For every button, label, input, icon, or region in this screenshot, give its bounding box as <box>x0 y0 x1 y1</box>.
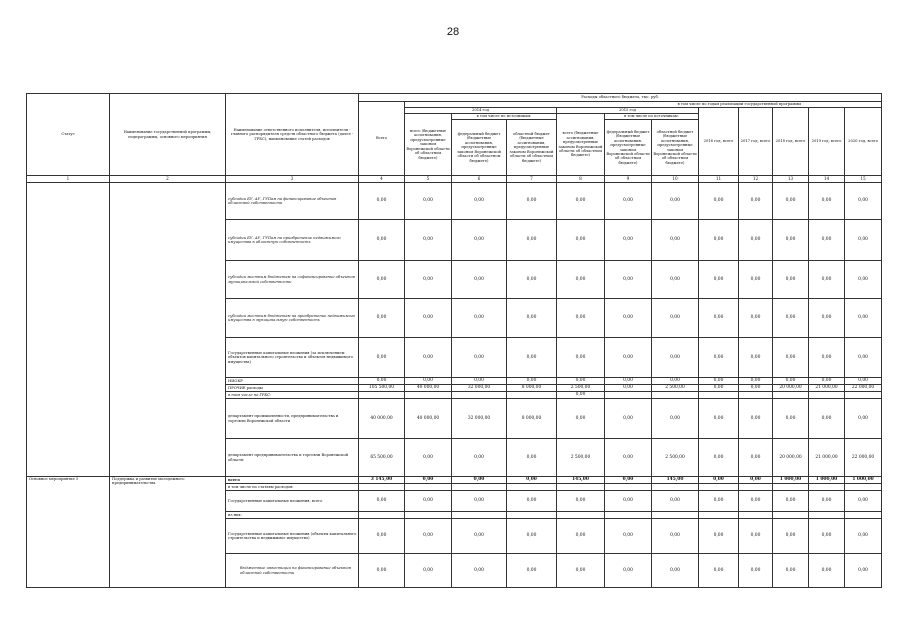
row-value <box>557 484 605 491</box>
row-value: 0,00 <box>359 299 405 338</box>
row-value: 0,00 <box>557 392 605 399</box>
row-label: из них: <box>226 512 359 519</box>
header-2015-total: всего (бюджетные ассигнования, предусмотренные законом Воронежской области об областном бюджете) <box>557 114 605 176</box>
row-value: 0,00 <box>773 261 809 299</box>
row-label: в том числе по ГРБС: <box>226 392 359 399</box>
row-value: 21 000,00 <box>809 439 845 477</box>
row-value: 0,00 <box>739 183 773 220</box>
row-value <box>452 512 507 519</box>
row-value <box>699 392 739 399</box>
row-value: 0,00 <box>557 261 605 299</box>
row-value <box>845 484 882 491</box>
row-label: в том числе по статьям расходов: <box>226 484 359 491</box>
row-value: 0,00 <box>739 338 773 378</box>
row-value: 0,00 <box>845 220 882 261</box>
row-value: 0,00 <box>507 299 557 338</box>
row-value: 0,00 <box>809 299 845 338</box>
row-value: 0,00 <box>845 491 882 512</box>
row-value: 0,00 <box>845 554 882 588</box>
header-2014-federal: федеральный бюджет (бюджетные ассигнования, предусмотренные законом Воронежской области об областном бюджете) <box>452 120 507 176</box>
header-2014-by-sources: в том числе по источникам: <box>452 114 557 120</box>
row-value: 0,00 <box>452 183 507 220</box>
row-value: 0,00 <box>809 399 845 439</box>
row-value: 0,00 <box>507 261 557 299</box>
row-value: 0,00 <box>845 183 882 220</box>
row-value: 40 000,00 <box>405 399 452 439</box>
header-2015-federal: федеральный бюджет (бюджетные ассигнования, предусмотренные законом Воронежской области об областном бюджете) <box>605 120 652 176</box>
column-number: 5 <box>405 176 452 183</box>
row-value: 0,00 <box>773 519 809 554</box>
column-number: 15 <box>845 176 882 183</box>
row-value: 0,00 <box>773 491 809 512</box>
row-value: 0,00 <box>557 299 605 338</box>
row-value <box>405 512 452 519</box>
row-value: 0,00 <box>699 519 739 554</box>
row-value: 0,00 <box>739 491 773 512</box>
row-value: 0,00 <box>507 338 557 378</box>
row-value: 40 000,00 <box>405 385 452 392</box>
row-value: 0,00 <box>405 477 452 484</box>
header-by-year: в том числе по годам реализации государственной программы <box>405 102 882 108</box>
row-value: 0,00 <box>507 491 557 512</box>
row-value: 0,00 <box>452 378 507 385</box>
row-value <box>845 512 882 519</box>
row-value: 0,00 <box>557 519 605 554</box>
header-2015: 2015 год <box>557 108 699 114</box>
row-value: 3 145,00 <box>359 477 405 484</box>
row-value: 0,00 <box>405 220 452 261</box>
row-value: 0,00 <box>773 338 809 378</box>
row-value: 0,00 <box>699 554 739 588</box>
row-value: 0,00 <box>773 183 809 220</box>
row-value: 32 000,00 <box>452 385 507 392</box>
row-label: субсидии местным бюджетам на приобретение недвижимого имущества в муниципальную собственность <box>226 299 359 338</box>
row-label: Государственные капитальные вложения (объекты капитального строительства и недвижимое имущество) <box>226 519 359 554</box>
row-value: 0,00 <box>605 491 652 512</box>
row-label: Государственные капитальные вложения, всего <box>226 491 359 512</box>
row-value <box>452 484 507 491</box>
row-value: 105 500,00 <box>359 385 405 392</box>
column-number: 4 <box>359 176 405 183</box>
row-value: 0,00 <box>507 554 557 588</box>
row-value: 0,00 <box>557 220 605 261</box>
budget-table <box>26 93 882 588</box>
row-value: 0,00 <box>739 378 773 385</box>
row-value: 145,00 <box>557 477 605 484</box>
row-value: 0,00 <box>773 299 809 338</box>
row-value: 32 000,00 <box>452 399 507 439</box>
row-value <box>773 484 809 491</box>
row-value: 20 000,00 <box>773 439 809 477</box>
row-value <box>652 512 699 519</box>
main-event-status: Основное мероприятие 5 <box>27 477 110 588</box>
row-value: 0,00 <box>652 261 699 299</box>
row-value: 0,00 <box>809 261 845 299</box>
row-value: 0,00 <box>405 439 452 477</box>
row-value: 0,00 <box>699 385 739 392</box>
row-value: 0,00 <box>652 519 699 554</box>
row-value: 0,00 <box>507 519 557 554</box>
row-label: субсидии БУ, АУ, ГУПам на приобретение недвижимого имущества в областную собственность <box>226 220 359 261</box>
row-value: 0,00 <box>605 439 652 477</box>
row-value: 0,00 <box>739 385 773 392</box>
row-value <box>405 392 452 399</box>
row-value <box>809 392 845 399</box>
row-value: 0,00 <box>359 261 405 299</box>
row-value: 0,00 <box>452 554 507 588</box>
row-value: 0,00 <box>557 554 605 588</box>
row-value <box>605 484 652 491</box>
header-2020: 2020 год, всего <box>845 108 882 176</box>
row-value: 0,00 <box>557 338 605 378</box>
row-value: 0,00 <box>739 554 773 588</box>
column-number: 2 <box>110 176 226 183</box>
row-value: 0,00 <box>699 261 739 299</box>
row-label: субсидии БУ, АУ, ГУПам на финансирование объектов областной собственности <box>226 183 359 220</box>
row-value: 0,00 <box>405 299 452 338</box>
row-label: субсидии местным бюджетам на софинансирование объектов муниципальной собственности <box>226 261 359 299</box>
row-value: 0,00 <box>739 399 773 439</box>
row-value: 0,00 <box>605 299 652 338</box>
header-expenses: Расходы областного бюджета, тыс. руб. <box>359 94 882 102</box>
header-status: Статус <box>27 94 110 176</box>
row-value: 0,00 <box>845 378 882 385</box>
header-2014-total: всего (бюджетные ассигнования, предусмотренные законом Воронежской области об областном бюджете) <box>405 114 452 176</box>
header-2019: 2019 год, всего <box>809 108 845 176</box>
row-value: 0,00 <box>699 491 739 512</box>
header-2014-regional: областной бюджет (бюджетные ассигнования, предусмотренные законом Воронежской области об областном бюджете) <box>507 120 557 176</box>
row-value: 0,00 <box>507 477 557 484</box>
row-value: 0,00 <box>845 299 882 338</box>
row-label: НИОКР <box>226 378 359 385</box>
header-2016: 2016 год, всего <box>699 108 739 176</box>
row-value <box>359 512 405 519</box>
row-value: 0,00 <box>652 491 699 512</box>
row-value: 0,00 <box>845 399 882 439</box>
row-label: бюджетные инвестиции на финансирование объектов областной собственности <box>226 554 359 588</box>
row-value: 0,00 <box>605 385 652 392</box>
row-value: 2 500,00 <box>557 439 605 477</box>
row-value: 0,00 <box>809 378 845 385</box>
row-value <box>452 392 507 399</box>
row-value: 0,00 <box>845 519 882 554</box>
row-value: 0,00 <box>845 261 882 299</box>
row-value: 0,00 <box>605 261 652 299</box>
row-value: 0,00 <box>452 519 507 554</box>
header-2015-regional: областной бюджет (бюджетные ассигнования, предусмотренные законом Воронежской области об областном бюджете) <box>652 120 699 176</box>
row-value <box>773 392 809 399</box>
column-number: 7 <box>507 176 557 183</box>
row-value: 65 500,00 <box>359 439 405 477</box>
row-value: 1 000,00 <box>773 477 809 484</box>
row-value: 0,00 <box>773 554 809 588</box>
row-value: 0,00 <box>773 378 809 385</box>
row-value: 0,00 <box>739 519 773 554</box>
column-number: 12 <box>739 176 773 183</box>
header-2015-by-sources: в том числе по источникам: <box>605 114 699 120</box>
row-value: 0,00 <box>699 299 739 338</box>
row-value: 0,00 <box>605 477 652 484</box>
main-event-name: Поддержка и развитие молодежного предпринимательства <box>110 477 226 588</box>
row-value: 0,00 <box>405 261 452 299</box>
row-value: 0,00 <box>739 439 773 477</box>
header-2018: 2018 год, всего <box>773 108 809 176</box>
row-value: 0,00 <box>809 554 845 588</box>
row-value: 8 000,00 <box>507 385 557 392</box>
status-cell-empty <box>27 183 110 477</box>
row-value: 0,00 <box>773 399 809 439</box>
row-value: 0,00 <box>652 378 699 385</box>
row-value: 1 000,00 <box>809 477 845 484</box>
row-value: 0,00 <box>359 519 405 554</box>
row-value: 0,00 <box>652 183 699 220</box>
header-2014: 2014 год <box>405 108 557 114</box>
row-value: 0,00 <box>699 220 739 261</box>
row-value: 0,00 <box>405 183 452 220</box>
row-value: 2 500,00 <box>557 385 605 392</box>
row-value: 0,00 <box>405 554 452 588</box>
row-value: 22 000,00 <box>845 439 882 477</box>
row-value: 0,00 <box>452 220 507 261</box>
row-value: 0,00 <box>605 378 652 385</box>
row-value: 0,00 <box>557 491 605 512</box>
row-value: 0,00 <box>809 220 845 261</box>
row-value: 0,00 <box>557 399 605 439</box>
row-label: всего <box>226 477 359 484</box>
row-value: 0,00 <box>605 399 652 439</box>
row-value <box>699 512 739 519</box>
row-value: 0,00 <box>809 183 845 220</box>
row-value <box>359 392 405 399</box>
row-value: 0,00 <box>652 220 699 261</box>
row-value: 0,00 <box>739 261 773 299</box>
row-value <box>605 392 652 399</box>
row-value: 0,00 <box>809 338 845 378</box>
row-value <box>652 392 699 399</box>
row-value: 0,00 <box>652 554 699 588</box>
row-value: 0,00 <box>359 491 405 512</box>
row-value: 0,00 <box>699 183 739 220</box>
row-value <box>405 484 452 491</box>
row-value: 0,00 <box>359 183 405 220</box>
row-value: 0,00 <box>845 338 882 378</box>
row-value: 0,00 <box>605 519 652 554</box>
row-value: 0,00 <box>605 338 652 378</box>
row-value: 0,00 <box>605 554 652 588</box>
row-value: 0,00 <box>699 378 739 385</box>
row-value <box>809 484 845 491</box>
row-value: 0,00 <box>359 220 405 261</box>
row-label: ПРОЧИЕ расходы <box>226 385 359 392</box>
row-value: 0,00 <box>507 183 557 220</box>
row-value <box>739 484 773 491</box>
column-number: 11 <box>699 176 739 183</box>
row-value: 0,00 <box>652 338 699 378</box>
row-value: 0,00 <box>452 439 507 477</box>
row-value <box>507 512 557 519</box>
row-value: 0,00 <box>359 338 405 378</box>
row-value: 0,00 <box>557 183 605 220</box>
row-value: 0,00 <box>699 338 739 378</box>
row-value <box>699 484 739 491</box>
row-value: 0,00 <box>773 220 809 261</box>
row-value: 22 000,00 <box>845 385 882 392</box>
row-value: 0,00 <box>405 491 452 512</box>
column-number: 3 <box>226 176 359 183</box>
row-value: 0,00 <box>359 378 405 385</box>
row-value: 0,00 <box>739 299 773 338</box>
row-value: 0,00 <box>605 183 652 220</box>
row-value: 0,00 <box>739 477 773 484</box>
row-value <box>359 484 405 491</box>
row-value: 1 000,00 <box>845 477 882 484</box>
row-value: 2 500,00 <box>652 439 699 477</box>
row-value: 0,00 <box>809 519 845 554</box>
row-label: Государственные капитальные вложения (за исключением объектов капитального строительства и объектов недвижимого имущества) <box>226 338 359 378</box>
row-value: 0,00 <box>652 399 699 439</box>
row-value: 0,00 <box>699 399 739 439</box>
row-value: 21 000,00 <box>809 385 845 392</box>
row-value: 145,00 <box>652 477 699 484</box>
column-number: 1 <box>27 176 110 183</box>
row-value <box>507 484 557 491</box>
row-value <box>845 392 882 399</box>
row-value: 40 000,00 <box>359 399 405 439</box>
program-cell-empty <box>110 183 226 477</box>
column-number: 6 <box>452 176 507 183</box>
row-value: 0,00 <box>557 378 605 385</box>
column-number: 13 <box>773 176 809 183</box>
page-number: 28 <box>446 26 460 38</box>
row-value: 0,00 <box>739 220 773 261</box>
row-value: 0,00 <box>359 554 405 588</box>
row-value: 0,00 <box>652 299 699 338</box>
row-value: 0,00 <box>507 378 557 385</box>
row-value: 0,00 <box>699 439 739 477</box>
header-total: Всего <box>359 102 405 176</box>
column-number: 8 <box>557 176 605 183</box>
column-number: 14 <box>809 176 845 183</box>
row-value: 0,00 <box>699 477 739 484</box>
row-value: 0,00 <box>809 491 845 512</box>
row-value <box>507 392 557 399</box>
row-label: департамент предпринимательства и торговли Воронежской области <box>226 439 359 477</box>
row-value <box>739 392 773 399</box>
row-value <box>739 512 773 519</box>
row-value: 0,00 <box>405 519 452 554</box>
row-label: департамент промышленности, предпринимательства и торговли Воронежской области <box>226 399 359 439</box>
row-value: 0,00 <box>452 261 507 299</box>
row-value <box>557 512 605 519</box>
row-value <box>809 512 845 519</box>
row-value: 20 000,00 <box>773 385 809 392</box>
row-value: 0,00 <box>507 220 557 261</box>
row-value <box>605 512 652 519</box>
row-value <box>652 484 699 491</box>
header-2017: 2017 год, всего <box>739 108 773 176</box>
row-value: 0,00 <box>452 338 507 378</box>
column-number: 9 <box>605 176 652 183</box>
row-value: 0,00 <box>405 338 452 378</box>
row-value: 8 000,00 <box>507 399 557 439</box>
row-value: 0,00 <box>452 477 507 484</box>
row-value: 0,00 <box>605 220 652 261</box>
row-value <box>773 512 809 519</box>
row-value: 0,00 <box>507 439 557 477</box>
row-value: 0,00 <box>405 378 452 385</box>
column-number: 10 <box>652 176 699 183</box>
row-value: 0,00 <box>452 491 507 512</box>
header-program-name: Наименование государственной программы, подпрограммы, основного мероприятия <box>110 94 226 176</box>
row-value: 0,00 <box>452 299 507 338</box>
header-executor: Наименование ответственного исполнителя, исполнителя - главного распорядителя средств областного бюджета (далее - ГРБС), наименование статей расходов <box>226 94 359 176</box>
row-value: 2 500,00 <box>652 385 699 392</box>
